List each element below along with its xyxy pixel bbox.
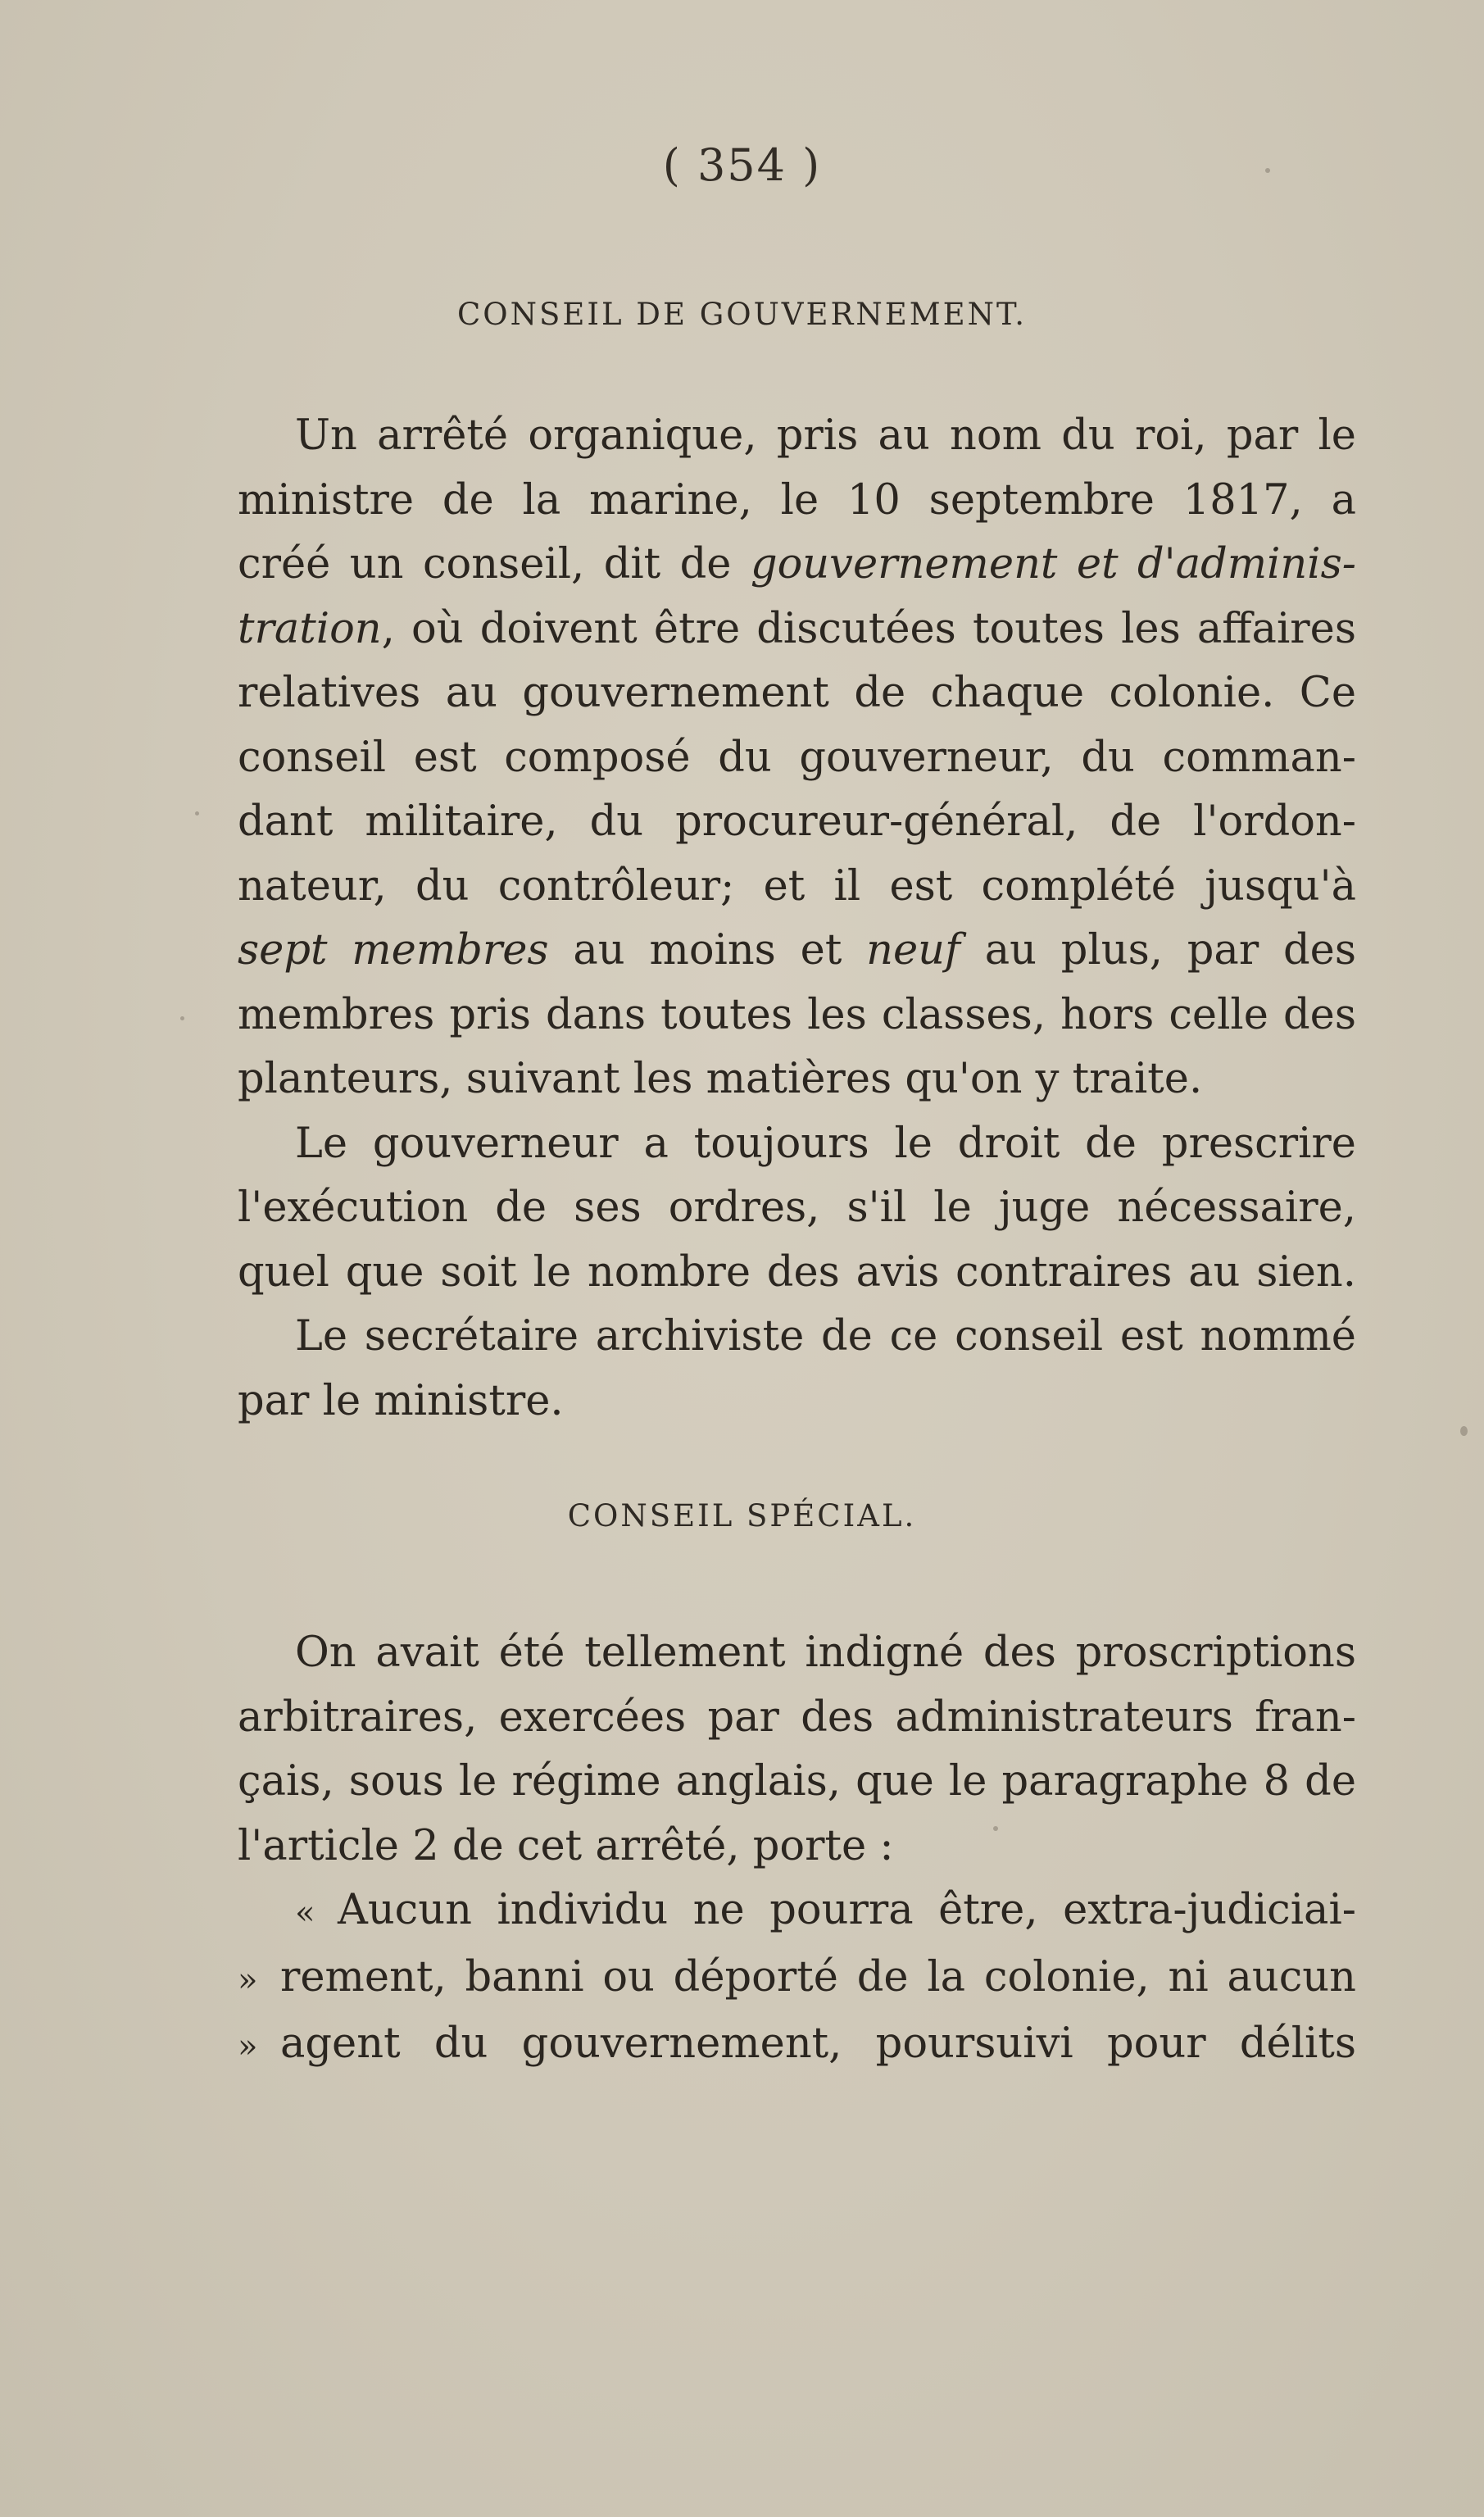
text-line: dant militaire, du procureur-général, de l'ordon- <box>238 797 1356 846</box>
section-body-special <box>238 1621 1356 2079</box>
text-line: Le secrétaire archiviste de ce conseil est nommé <box>295 1312 1356 1361</box>
text-line: créé un conseil, dit de gouvernement et d'adminis- <box>238 540 1356 588</box>
text-line: par le ministre. <box>238 1376 564 1425</box>
text-line: l'article 2 de cet arrêté, porte : <box>238 1821 894 1870</box>
page-number: ( 354 ) <box>662 139 822 191</box>
paper-speck <box>993 1826 998 1831</box>
quote-mark: » <box>238 2028 258 2065</box>
paper-speck <box>180 1016 184 1020</box>
text-line: relatives au gouvernement de chaque colonie. Ce <box>238 669 1356 717</box>
text-line: l'exécution de ses ordres, s'il le juge nécessaire, <box>238 1184 1356 1232</box>
paper-speck <box>1460 1426 1468 1436</box>
text-line: sept membres au moins et neuf au plus, par des <box>238 926 1357 975</box>
text-line: çais, sous le régime anglais, que le paragraphe 8 de <box>238 1757 1356 1806</box>
quote-line: » rement, banni ou déporté de la colonie, ni aucun <box>238 1946 1356 2013</box>
text-line: Un arrêté organique, pris au nom du roi, par le <box>295 411 1356 460</box>
text-line: tration, où doivent être discutées toutes les affaires <box>238 604 1356 653</box>
quote-line: » agent du gouvernement, poursuivi pour délits <box>238 2012 1356 2079</box>
section-heading-gouvernement: CONSEIL DE GOUVERNEMENT. <box>456 297 1028 332</box>
quote-line: « Aucun individu ne pourra être, extra-judiciai- <box>238 1879 1356 1946</box>
text-line: membres pris dans toutes les classes, hors celle des <box>238 990 1356 1039</box>
text-line: arbitraires, exercées par des administrateurs fran- <box>238 1692 1356 1742</box>
italic-text: tration <box>238 604 382 653</box>
text-line: Le gouverneur a toujours le droit de prescrire <box>295 1119 1356 1168</box>
text-line: quel que soit le nombre des avis contraires au sien. <box>238 1247 1356 1297</box>
text-line: planteurs, suivant les matières qu'on y traite. <box>238 1055 1203 1103</box>
paper-speck <box>195 811 199 816</box>
paper-speck <box>1265 168 1270 173</box>
section-heading-special: CONSEIL SPÉCIAL. <box>567 1498 917 1533</box>
text-line: nateur, du contrôleur; et il est complété jusqu'à <box>238 861 1356 911</box>
quote-mark: » <box>238 1960 258 1999</box>
quote-mark: « <box>295 1894 315 1932</box>
italic-text: gouvernement et d'adminis- <box>750 540 1356 588</box>
text-line: conseil est composé du gouverneur, du comman- <box>238 733 1356 782</box>
text-line: ministre de la marine, le 10 septembre 1817, a <box>238 475 1356 525</box>
section-body-gouvernement <box>238 404 1356 1433</box>
italic-text: sept membres <box>238 926 549 975</box>
text-line: On avait été tellement indigné des proscriptions <box>295 1629 1356 1677</box>
italic-text: neuf <box>866 926 960 975</box>
